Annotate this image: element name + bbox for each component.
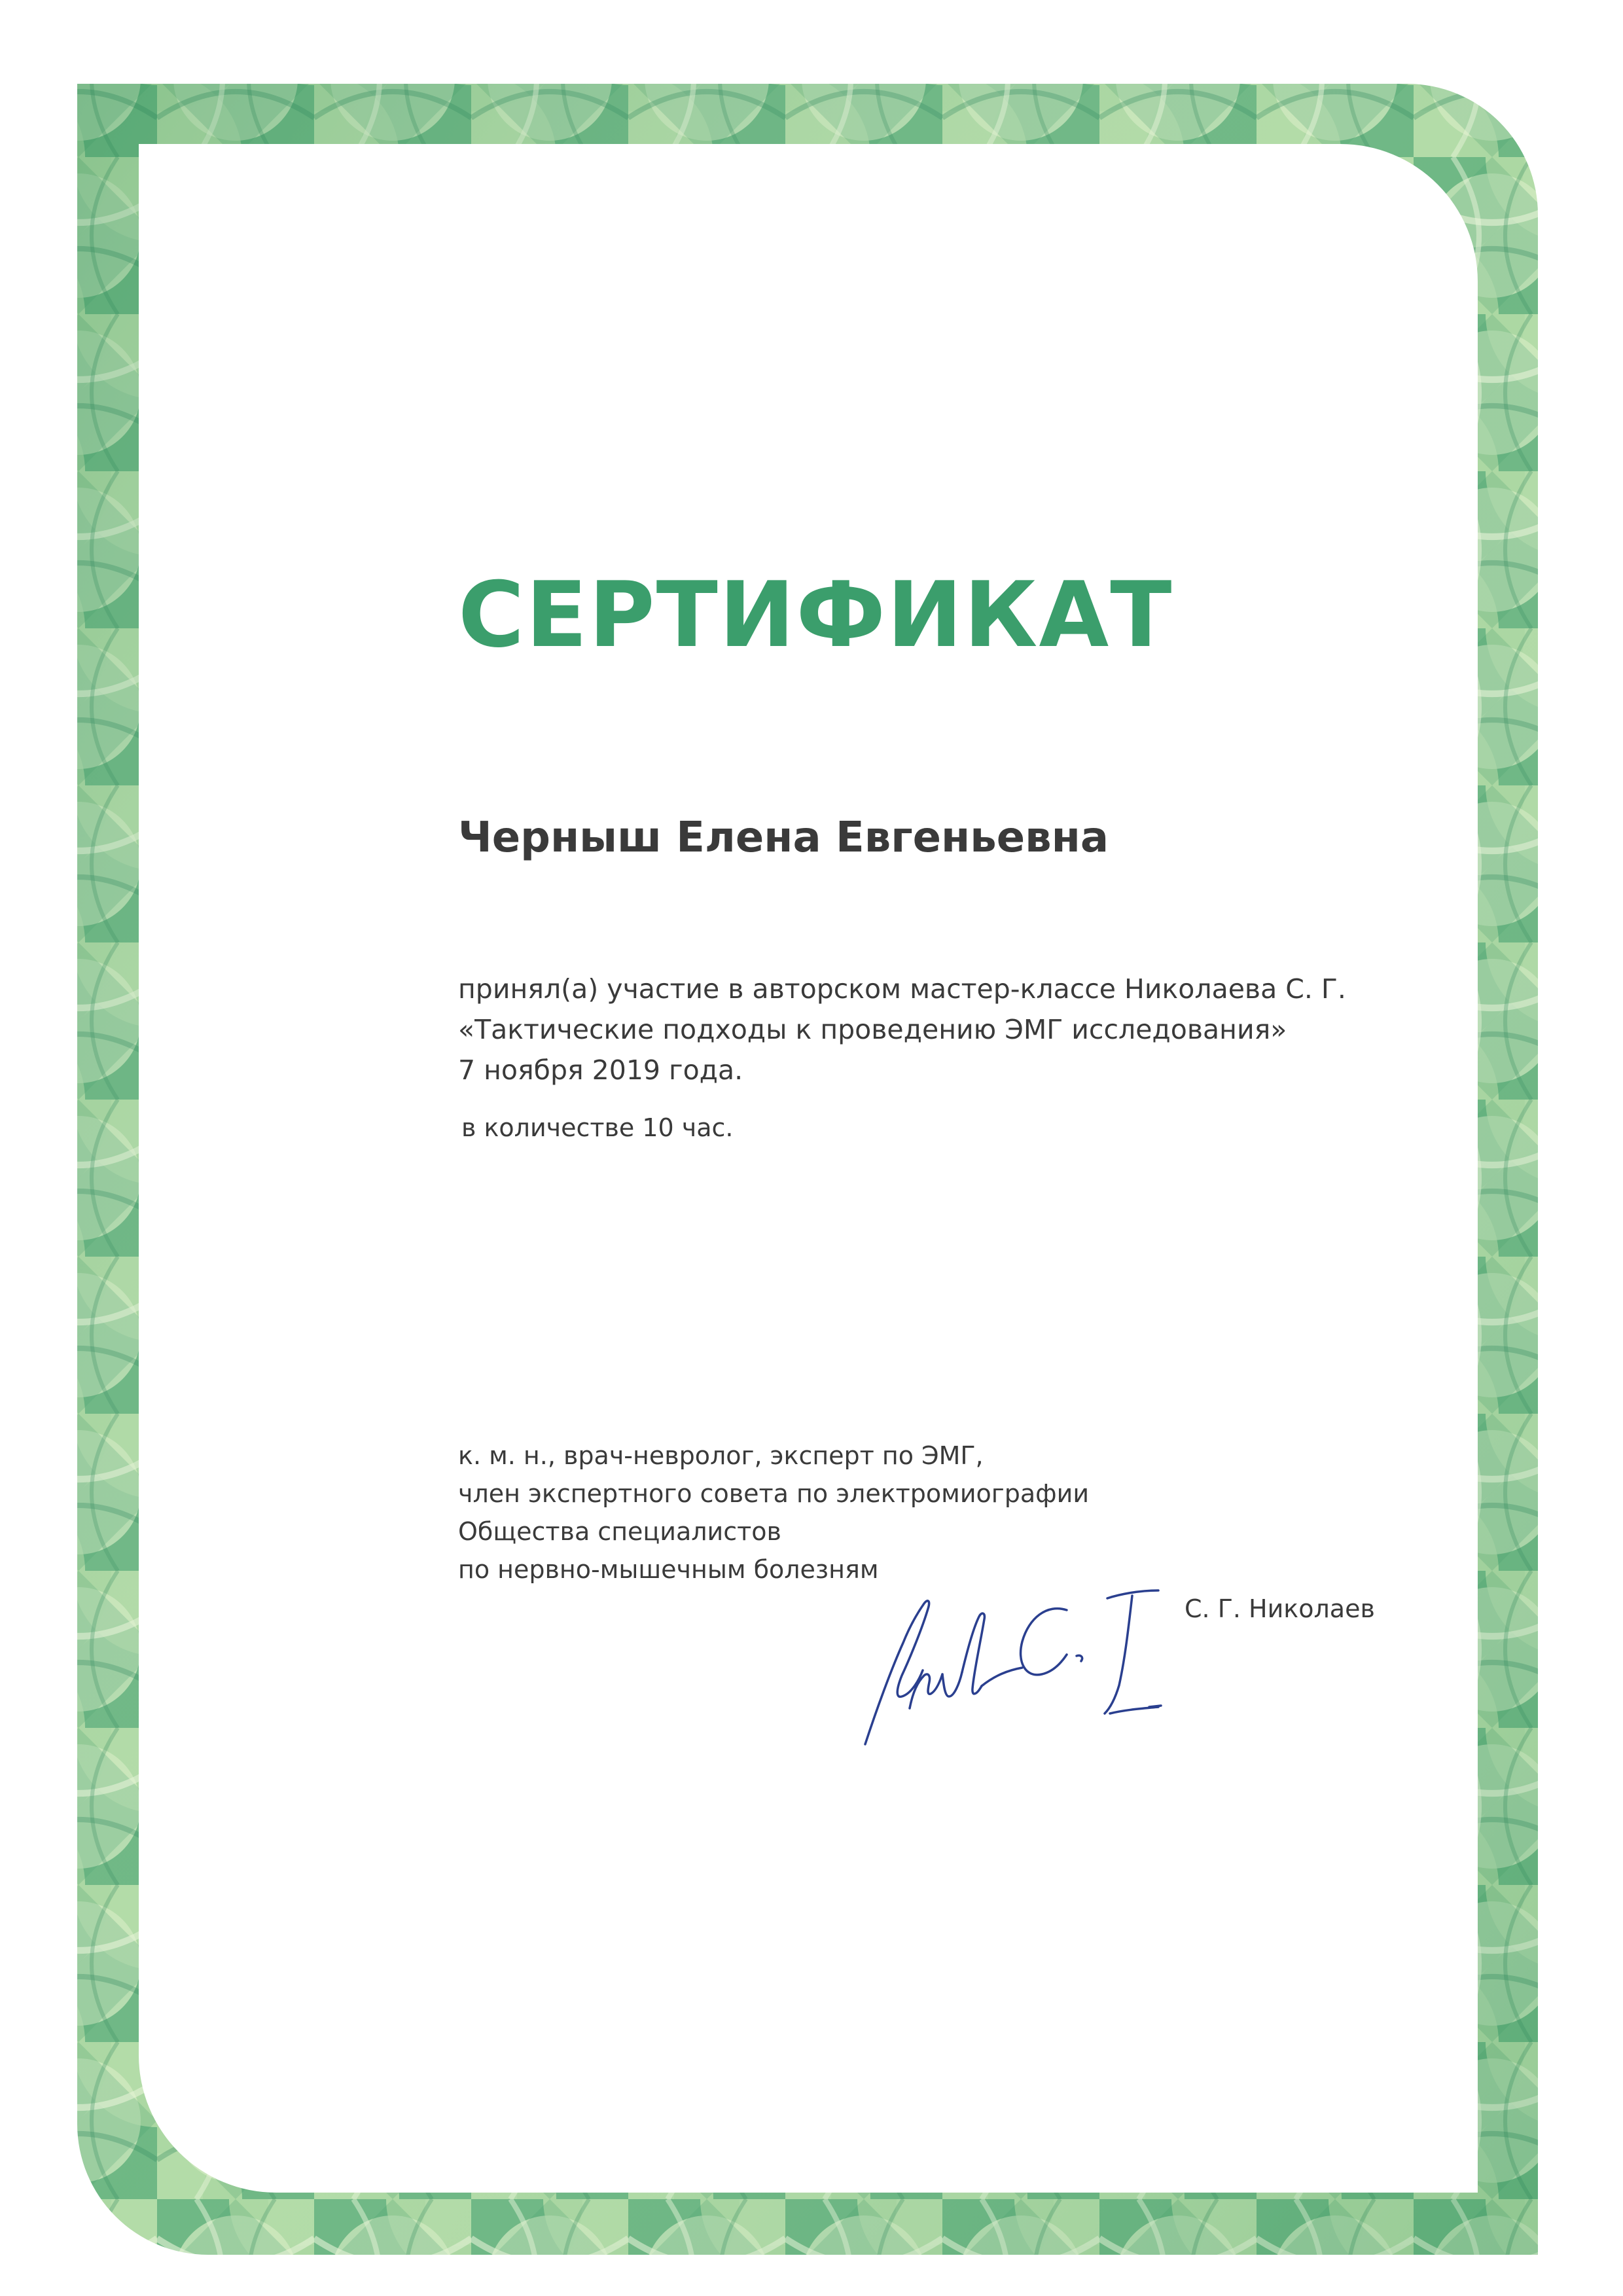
participation-text (458, 969, 1346, 1090)
credentials-line: к. м. н., врач-невролог, эксперт по ЭМГ, (458, 1441, 984, 1470)
recipient-name: Черныш Елена Евгеньевна (458, 814, 1109, 862)
handwritten-signature-icon (851, 1558, 1257, 1754)
credentials-line: по нервно-мышечным болезням (458, 1555, 879, 1584)
signer-name: С. Г. Николаев (1185, 1594, 1375, 1623)
credentials-line: Общества специалистов (458, 1517, 781, 1546)
credentials-line: член экспертного совета по электромиографии (458, 1479, 1090, 1508)
participation-line: принял(а) участие в авторском мастер-классе Николаева С. Г. (458, 973, 1346, 1005)
course-hours: в количестве 10 час. (461, 1113, 734, 1142)
certificate-title: СЕРТИФИКАТ (458, 562, 1173, 668)
course-title-line: «Тактические подходы к проведению ЭМГ исследования» (458, 1014, 1287, 1045)
course-date-line: 7 ноября 2019 года. (458, 1054, 743, 1086)
